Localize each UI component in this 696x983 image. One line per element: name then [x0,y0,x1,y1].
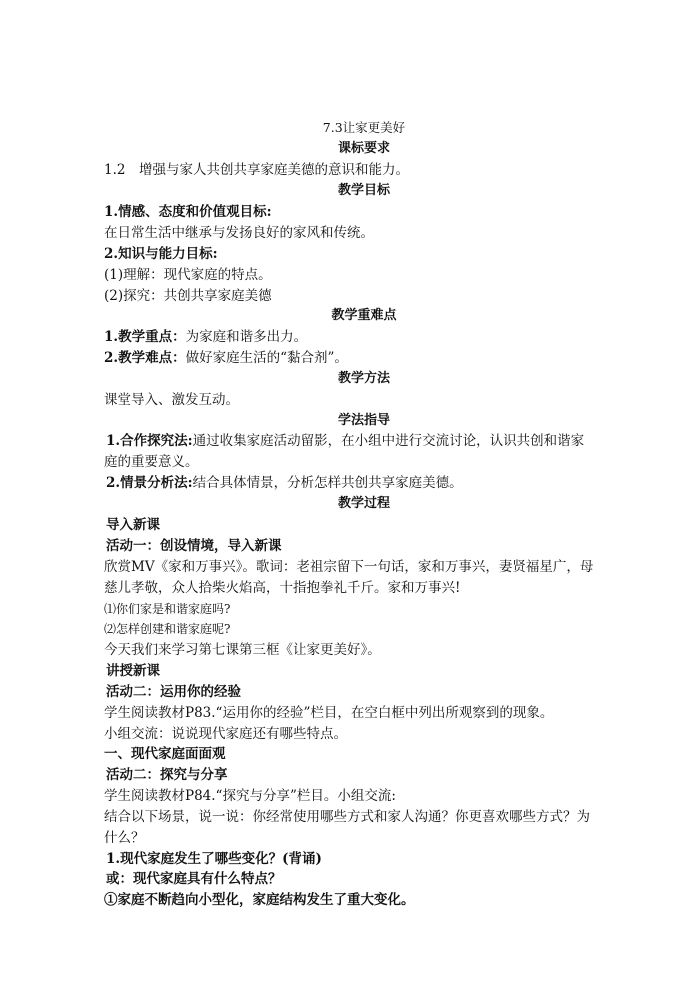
mubiao-line-2: 在日常生活中继承与发扬良好的家风和传统。 [104,225,374,241]
guocheng-line-8: 讲授新课 [106,663,160,679]
mubiao-line-5: (2)探究：共创共享家庭美德 [104,288,272,304]
mubiao-line-3: 2.知识与能力目标: [104,246,218,262]
document-title: 7.3让家更美好 [322,120,406,135]
guocheng-line-2: 活动一：创设情境，导入新课 [106,538,282,554]
xuefa-line-1-cont: 庭的重要意义。 [104,454,199,470]
guocheng-line-9: 活动二：运用你的经验 [106,684,241,700]
guocheng-line-15: 结合以下场景，说一说：你经常使用哪些方式和家人沟通？你更喜欢哪些方式？为 [104,809,590,825]
guocheng-line-7: 今天我们来学习第七课第三框《让家更美好》。 [104,642,381,658]
section-heading-xuefa: 学法指导 [337,413,390,428]
xuefa-line-2-label: 2.情景分析法: [106,475,193,491]
guocheng-line-14: 学生阅读教材P84.“探究与分享”栏目。小组交流: [104,788,396,804]
zhongnan-line-2 [104,348,624,368]
section-heading-zhongnan: 教学重难点 [331,308,397,323]
kebiao-line-1: 1.2 增强与家人共创共享家庭美德的意识和能力。 [104,162,409,178]
section-heading-kebiao: 课标要求 [337,141,390,156]
guocheng-line-17: 1.现代家庭发生了哪些变化？(背诵) [106,851,322,867]
guocheng-line-12: 一、现代家庭面面观 [104,746,226,762]
guocheng-line-19: ①家庭不断趋向小型化，家庭结构发生了重大变化。 [104,892,415,908]
guocheng-line-3: 欣赏MV《家和万事兴》。歌词：老祖宗留下一句话，家和万事兴，妻贤福星广，母 [104,559,594,575]
guocheng-line-6: ⑵怎样创建和谐家庭呢? [104,622,231,636]
zhongnan-line-1-label: 1.教学重点： [104,329,186,345]
xuefa-line-2-text: 结合具体情景，分析怎样共创共享家庭美德。 [192,475,463,491]
guocheng-line-11: 小组交流：说说现代家庭还有哪些特点。 [104,726,347,742]
zhongnan-line-2-text: 做好家庭生活的“黏合剂”。 [185,350,348,366]
xuefa-line-1 [106,431,626,451]
guocheng-line-4: 慈儿孝敬，众人拾柴火焰高，十指抱拳礼千斤。家和万事兴! [104,580,461,596]
guocheng-line-13: 活动二：探究与分享 [106,767,228,783]
mubiao-line-1: 1.情感、态度和价值观目标: [104,204,272,220]
zhongnan-line-2-label: 2.教学难点： [104,350,186,366]
guocheng-line-18: 或：现代家庭具有什么特点？ [106,871,282,887]
guocheng-line-16: 什么？ [104,830,145,846]
guocheng-line-1: 导入新课 [106,517,160,533]
guocheng-line-10: 学生阅读教材P83.“运用你的经验”栏目，在空白框中列出所观察到的现象。 [104,705,554,721]
section-heading-fangfa: 教学方法 [337,371,390,386]
xuefa-line-1-label: 1.合作探究法: [106,433,193,449]
xuefa-line-1-text: 通过收集家庭活动留影，在小组中进行交流讨论，认识共创和谐家 [192,433,585,449]
section-heading-mubiao: 教学目标 [337,183,390,198]
guocheng-line-5: ⑴你们家是和谐家庭吗? [104,602,231,616]
zhongnan-line-1 [104,327,624,347]
mubiao-line-4: (1)理解：现代家庭的特点。 [104,267,272,283]
section-heading-guocheng: 教学过程 [337,496,390,511]
fangfa-line-1: 课堂导入、激发互动。 [104,392,239,408]
xuefa-line-2 [106,473,626,493]
zhongnan-line-1-text: 为家庭和谐多出力。 [185,329,308,345]
